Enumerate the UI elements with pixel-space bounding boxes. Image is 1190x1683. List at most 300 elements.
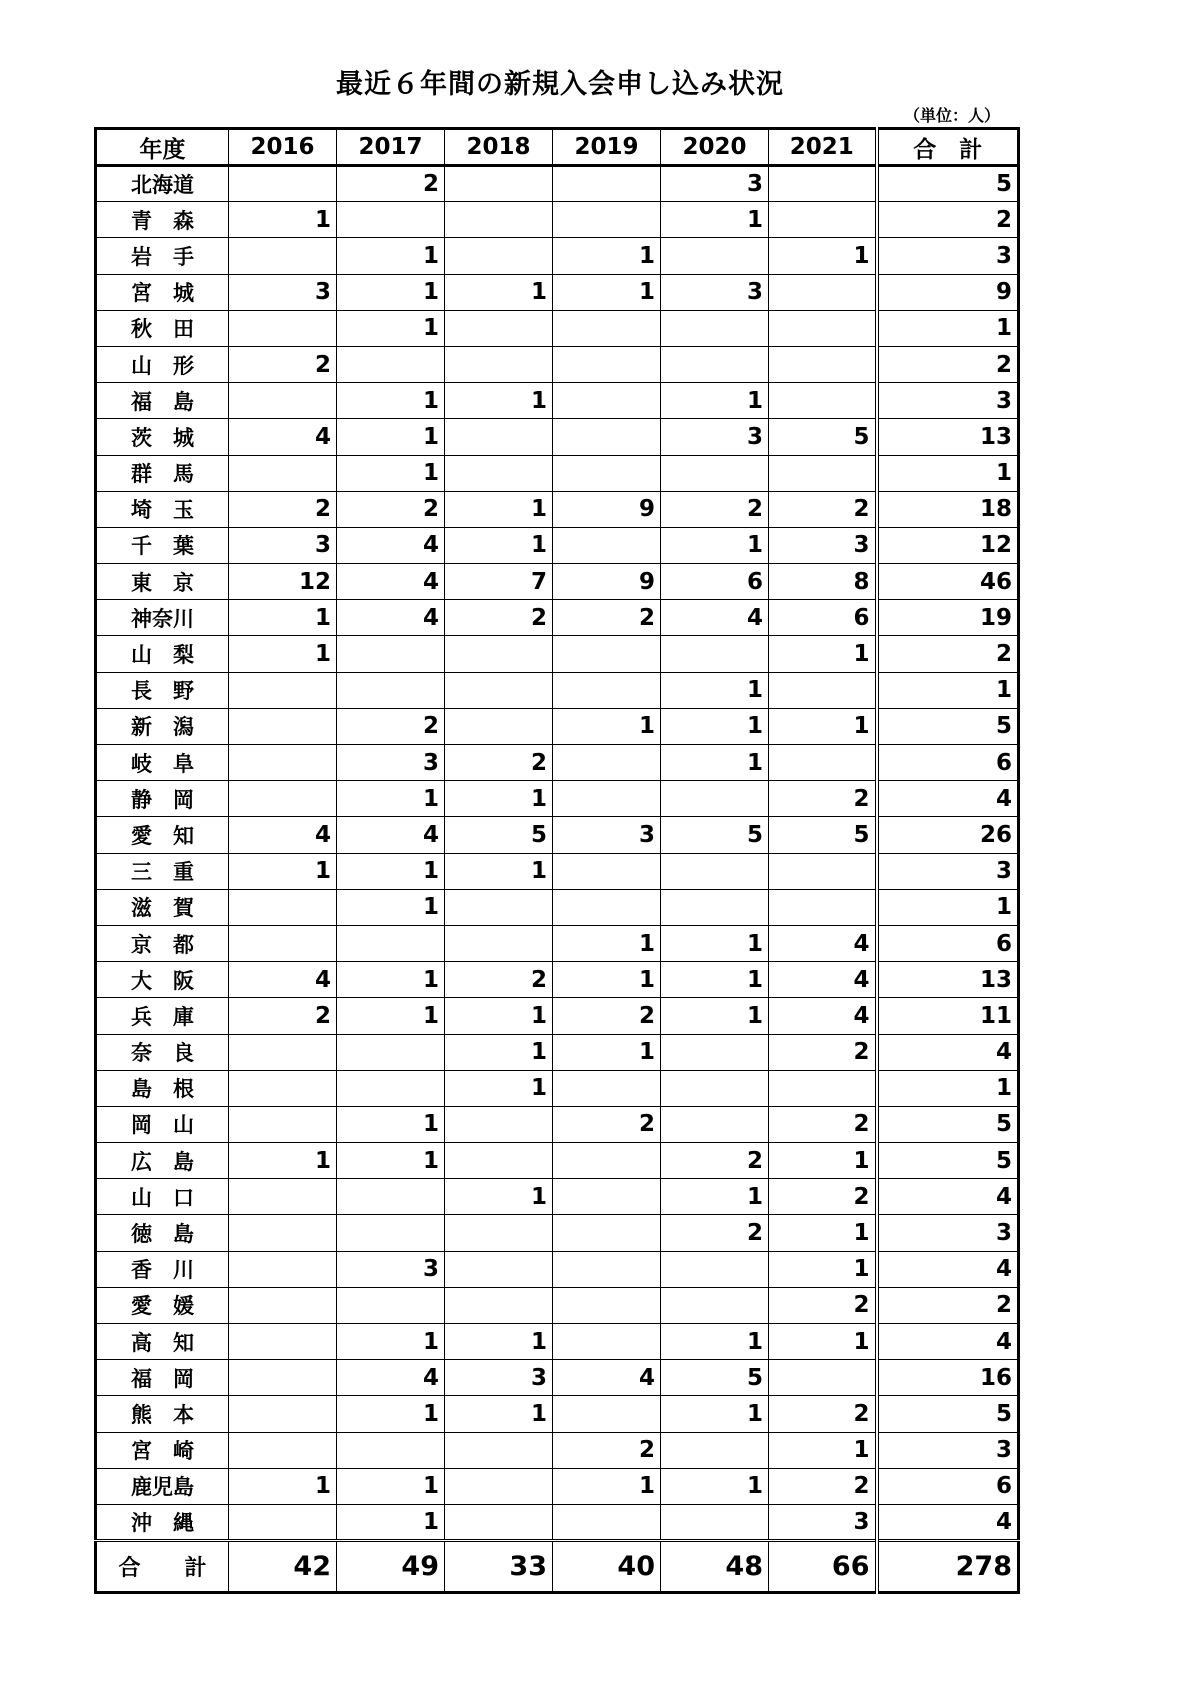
row-total-cell: 3 <box>877 238 1019 274</box>
year-value-cell: 3 <box>229 274 337 310</box>
table-row <box>96 238 1019 274</box>
year-value-cell <box>553 636 661 672</box>
prefecture-cell: 山 形 <box>96 346 229 382</box>
year-header-2017: 2017 <box>337 129 445 166</box>
table-row <box>96 1179 1019 1215</box>
year-value-cell <box>661 346 769 382</box>
year-value-cell <box>445 925 553 961</box>
year-value-cell <box>445 672 553 708</box>
row-total-cell: 16 <box>877 1360 1019 1396</box>
year-value-cell <box>229 310 337 346</box>
membership-table <box>94 127 1020 1594</box>
year-value-cell <box>229 166 337 202</box>
row-total-cell: 5 <box>877 708 1019 744</box>
prefecture-cell: 秋 田 <box>96 310 229 346</box>
year-value-cell <box>553 527 661 563</box>
table-row <box>96 419 1019 455</box>
year-value-cell <box>229 1179 337 1215</box>
year-value-cell <box>553 1215 661 1251</box>
prefecture-cell: 岡 山 <box>96 1106 229 1142</box>
row-total-cell: 1 <box>877 889 1019 925</box>
year-value-cell: 2 <box>445 962 553 998</box>
year-value-cell <box>445 1432 553 1468</box>
year-value-cell: 1 <box>337 1396 445 1432</box>
prefecture-cell: 沖 縄 <box>96 1504 229 1540</box>
year-value-cell <box>769 1070 877 1106</box>
table-row <box>96 1143 1019 1179</box>
year-value-cell <box>769 455 877 491</box>
year-value-cell <box>553 383 661 419</box>
year-value-cell <box>229 1034 337 1070</box>
row-total-cell: 1 <box>877 455 1019 491</box>
year-value-cell: 1 <box>661 998 769 1034</box>
year-value-cell: 5 <box>769 817 877 853</box>
table-row <box>96 383 1019 419</box>
year-value-cell: 1 <box>769 1251 877 1287</box>
table-row <box>96 853 1019 889</box>
year-value-cell: 1 <box>661 1468 769 1504</box>
year-value-cell <box>229 672 337 708</box>
year-value-cell: 5 <box>661 1360 769 1396</box>
prefecture-cell: 群 馬 <box>96 455 229 491</box>
year-value-cell: 1 <box>337 310 445 346</box>
prefecture-cell: 長 野 <box>96 672 229 708</box>
year-value-cell: 3 <box>661 419 769 455</box>
year-value-cell: 1 <box>661 1179 769 1215</box>
year-value-cell <box>445 1287 553 1323</box>
row-total-cell: 3 <box>877 1215 1019 1251</box>
table-row <box>96 600 1019 636</box>
year-value-cell: 12 <box>229 564 337 600</box>
prefecture-cell: 千 葉 <box>96 527 229 563</box>
year-value-cell <box>661 1251 769 1287</box>
table-row <box>96 925 1019 961</box>
year-value-cell: 4 <box>337 564 445 600</box>
year-value-cell: 1 <box>661 962 769 998</box>
year-value-cell <box>337 202 445 238</box>
year-value-cell: 2 <box>769 1468 877 1504</box>
year-value-cell <box>553 672 661 708</box>
table-row <box>96 1034 1019 1070</box>
year-value-cell <box>337 636 445 672</box>
year-value-cell <box>769 274 877 310</box>
year-value-cell <box>769 383 877 419</box>
row-total-cell: 4 <box>877 1324 1019 1360</box>
year-value-cell <box>445 1468 553 1504</box>
table-row <box>96 202 1019 238</box>
year-value-cell: 1 <box>769 636 877 672</box>
row-total-cell: 3 <box>877 853 1019 889</box>
table-row <box>96 672 1019 708</box>
year-value-cell: 2 <box>337 708 445 744</box>
row-total-cell: 12 <box>877 527 1019 563</box>
table-row <box>96 1215 1019 1251</box>
year-value-cell <box>769 346 877 382</box>
prefecture-cell: 鹿児島 <box>96 1468 229 1504</box>
year-value-cell <box>553 1179 661 1215</box>
year-value-cell: 1 <box>445 853 553 889</box>
table-row <box>96 564 1019 600</box>
year-value-cell: 3 <box>229 527 337 563</box>
year-value-cell <box>445 889 553 925</box>
year-value-cell: 1 <box>445 274 553 310</box>
table-row <box>96 781 1019 817</box>
year-value-cell <box>445 636 553 672</box>
year-value-cell: 5 <box>769 419 877 455</box>
year-value-cell <box>553 346 661 382</box>
year-value-cell: 1 <box>553 1468 661 1504</box>
year-value-cell <box>229 383 337 419</box>
year-value-cell <box>337 1070 445 1106</box>
table-row <box>96 1287 1019 1323</box>
page-title: 最近６年間の新規入会申し込み状況 <box>336 69 784 100</box>
year-value-cell: 1 <box>553 274 661 310</box>
table-row <box>96 346 1019 382</box>
year-value-cell <box>553 166 661 202</box>
year-value-cell: 1 <box>445 1034 553 1070</box>
table-body <box>96 166 1019 1541</box>
year-value-cell: 1 <box>337 455 445 491</box>
row-total-cell: 1 <box>877 310 1019 346</box>
prefecture-cell: 香 川 <box>96 1251 229 1287</box>
year-value-cell: 1 <box>337 238 445 274</box>
year-label-header: 年度 <box>96 129 229 166</box>
year-value-cell: 1 <box>337 383 445 419</box>
table-row <box>96 491 1019 527</box>
row-total-cell: 2 <box>877 636 1019 672</box>
year-value-cell <box>769 310 877 346</box>
grand-total-2019: 40 <box>553 1541 661 1593</box>
row-total-cell: 18 <box>877 491 1019 527</box>
year-value-cell <box>445 708 553 744</box>
table-row <box>96 817 1019 853</box>
year-value-cell: 2 <box>337 491 445 527</box>
row-total-cell: 4 <box>877 1179 1019 1215</box>
year-value-cell: 1 <box>661 202 769 238</box>
year-value-cell: 1 <box>337 781 445 817</box>
table-row <box>96 1432 1019 1468</box>
table-row <box>96 1070 1019 1106</box>
table-row <box>96 310 1019 346</box>
year-value-cell <box>661 889 769 925</box>
row-total-cell: 4 <box>877 1251 1019 1287</box>
year-value-cell <box>553 1504 661 1540</box>
year-value-cell <box>445 202 553 238</box>
year-value-cell: 2 <box>661 1143 769 1179</box>
prefecture-cell: 宮 崎 <box>96 1432 229 1468</box>
year-value-cell: 7 <box>445 564 553 600</box>
year-value-cell: 4 <box>229 962 337 998</box>
year-value-cell <box>769 889 877 925</box>
row-total-cell: 2 <box>877 202 1019 238</box>
year-value-cell: 4 <box>229 419 337 455</box>
year-value-cell <box>229 1070 337 1106</box>
year-value-cell <box>337 1287 445 1323</box>
row-total-cell: 6 <box>877 1468 1019 1504</box>
year-value-cell <box>769 672 877 708</box>
table-row <box>96 1251 1019 1287</box>
year-header-2018: 2018 <box>445 129 553 166</box>
year-value-cell <box>337 1215 445 1251</box>
year-value-cell <box>553 1143 661 1179</box>
year-value-cell <box>769 745 877 781</box>
year-header-2019: 2019 <box>553 129 661 166</box>
table-row <box>96 998 1019 1034</box>
row-total-cell: 6 <box>877 925 1019 961</box>
year-value-cell: 1 <box>661 1396 769 1432</box>
year-value-cell <box>229 925 337 961</box>
year-value-cell: 4 <box>229 817 337 853</box>
row-total-cell: 5 <box>877 166 1019 202</box>
year-value-cell: 1 <box>229 636 337 672</box>
prefecture-cell: 岐 阜 <box>96 745 229 781</box>
table-row <box>96 745 1019 781</box>
year-value-cell <box>661 310 769 346</box>
year-value-cell: 3 <box>337 1251 445 1287</box>
row-total-cell: 3 <box>877 1432 1019 1468</box>
year-value-cell: 1 <box>229 1143 337 1179</box>
year-value-cell: 1 <box>337 1143 445 1179</box>
year-value-cell: 3 <box>769 527 877 563</box>
row-total-cell: 13 <box>877 419 1019 455</box>
year-value-cell <box>769 1360 877 1396</box>
year-value-cell: 2 <box>661 491 769 527</box>
year-value-cell <box>445 419 553 455</box>
year-value-cell <box>661 1432 769 1468</box>
year-value-cell: 1 <box>445 1396 553 1432</box>
year-value-cell: 4 <box>337 600 445 636</box>
table-row <box>96 274 1019 310</box>
year-value-cell <box>553 889 661 925</box>
year-header-2021: 2021 <box>769 129 877 166</box>
year-value-cell <box>661 1070 769 1106</box>
year-value-cell <box>661 455 769 491</box>
grand-total-label: 合 計 <box>96 1541 229 1593</box>
grand-total-2016: 42 <box>229 1541 337 1593</box>
year-value-cell: 1 <box>337 274 445 310</box>
prefecture-cell: 茨 城 <box>96 419 229 455</box>
year-value-cell: 8 <box>769 564 877 600</box>
prefecture-cell: 宮 城 <box>96 274 229 310</box>
year-value-cell: 1 <box>337 1324 445 1360</box>
row-total-cell: 46 <box>877 564 1019 600</box>
prefecture-cell: 愛 媛 <box>96 1287 229 1323</box>
grand-total-2017: 49 <box>337 1541 445 1593</box>
row-total-cell: 4 <box>877 1034 1019 1070</box>
year-value-cell <box>229 1360 337 1396</box>
prefecture-cell: 三 重 <box>96 853 229 889</box>
prefecture-cell: 大 阪 <box>96 962 229 998</box>
year-value-cell <box>229 708 337 744</box>
year-value-cell: 5 <box>661 817 769 853</box>
table-row <box>96 636 1019 672</box>
grand-total-2021: 66 <box>769 1541 877 1593</box>
row-total-cell: 5 <box>877 1143 1019 1179</box>
year-value-cell: 4 <box>337 817 445 853</box>
year-value-cell: 3 <box>445 1360 553 1396</box>
year-value-cell: 2 <box>445 745 553 781</box>
prefecture-cell: 東 京 <box>96 564 229 600</box>
year-value-cell <box>661 781 769 817</box>
row-total-cell: 6 <box>877 745 1019 781</box>
year-value-cell: 2 <box>769 491 877 527</box>
table-row <box>96 962 1019 998</box>
year-value-cell <box>229 1251 337 1287</box>
year-value-cell <box>661 636 769 672</box>
year-value-cell: 1 <box>445 1070 553 1106</box>
year-value-cell <box>337 1432 445 1468</box>
year-value-cell <box>445 455 553 491</box>
year-value-cell <box>445 1215 553 1251</box>
year-value-cell: 1 <box>661 672 769 708</box>
year-value-cell: 2 <box>769 781 877 817</box>
year-value-cell: 2 <box>553 1432 661 1468</box>
row-total-cell: 26 <box>877 817 1019 853</box>
year-value-cell: 2 <box>769 1034 877 1070</box>
year-value-cell <box>769 166 877 202</box>
row-total-cell: 1 <box>877 672 1019 708</box>
year-value-cell <box>229 238 337 274</box>
prefecture-cell: 高 知 <box>96 1324 229 1360</box>
year-value-cell: 1 <box>337 1106 445 1142</box>
year-value-cell: 1 <box>553 962 661 998</box>
prefecture-cell: 青 森 <box>96 202 229 238</box>
year-value-cell: 1 <box>229 600 337 636</box>
year-value-cell: 1 <box>229 853 337 889</box>
year-value-cell: 1 <box>661 527 769 563</box>
year-value-cell <box>553 1396 661 1432</box>
year-value-cell: 1 <box>661 745 769 781</box>
year-value-cell: 2 <box>445 600 553 636</box>
year-value-cell: 2 <box>229 491 337 527</box>
year-value-cell: 9 <box>553 491 661 527</box>
year-value-cell: 1 <box>337 998 445 1034</box>
table-row <box>96 1468 1019 1504</box>
row-total-cell: 13 <box>877 962 1019 998</box>
unit-note: （単位：人） <box>903 106 1000 125</box>
year-value-cell <box>553 455 661 491</box>
year-value-cell: 2 <box>229 998 337 1034</box>
year-value-cell <box>337 672 445 708</box>
year-value-cell <box>445 166 553 202</box>
row-total-cell: 2 <box>877 346 1019 382</box>
row-total-cell: 5 <box>877 1396 1019 1432</box>
year-value-cell <box>661 238 769 274</box>
year-value-cell: 9 <box>553 564 661 600</box>
year-value-cell <box>337 925 445 961</box>
year-value-cell: 2 <box>769 1287 877 1323</box>
year-value-cell: 2 <box>769 1396 877 1432</box>
row-total-cell: 5 <box>877 1106 1019 1142</box>
prefecture-cell: 徳 島 <box>96 1215 229 1251</box>
grand-total-2020: 48 <box>661 1541 769 1593</box>
prefecture-cell: 福 島 <box>96 383 229 419</box>
year-value-cell <box>553 1251 661 1287</box>
year-value-cell <box>553 1287 661 1323</box>
year-value-cell <box>769 202 877 238</box>
year-value-cell: 1 <box>553 1034 661 1070</box>
year-value-cell: 4 <box>553 1360 661 1396</box>
year-value-cell <box>445 346 553 382</box>
prefecture-cell: 滋 賀 <box>96 889 229 925</box>
year-value-cell: 2 <box>337 166 445 202</box>
year-value-cell: 3 <box>337 745 445 781</box>
year-value-cell <box>445 310 553 346</box>
year-value-cell: 4 <box>769 962 877 998</box>
year-value-cell: 3 <box>661 274 769 310</box>
year-value-cell: 2 <box>769 1106 877 1142</box>
prefecture-cell: 岩 手 <box>96 238 229 274</box>
year-value-cell: 1 <box>661 708 769 744</box>
year-value-cell: 1 <box>769 1215 877 1251</box>
year-value-cell: 6 <box>661 564 769 600</box>
year-value-cell: 5 <box>445 817 553 853</box>
year-value-cell: 2 <box>553 998 661 1034</box>
year-value-cell <box>229 455 337 491</box>
prefecture-cell: 愛 知 <box>96 817 229 853</box>
year-value-cell <box>445 1106 553 1142</box>
year-value-cell: 1 <box>553 708 661 744</box>
table-row <box>96 1324 1019 1360</box>
table-row <box>96 1396 1019 1432</box>
year-value-cell: 4 <box>337 1360 445 1396</box>
year-value-cell: 1 <box>445 1179 553 1215</box>
year-value-cell: 1 <box>337 419 445 455</box>
year-value-cell <box>229 889 337 925</box>
year-value-cell: 1 <box>337 1468 445 1504</box>
year-value-cell: 1 <box>769 1324 877 1360</box>
grand-total-2018: 33 <box>445 1541 553 1593</box>
year-value-cell <box>445 1143 553 1179</box>
year-value-cell <box>337 346 445 382</box>
prefecture-cell: 北海道 <box>96 166 229 202</box>
year-value-cell: 1 <box>229 202 337 238</box>
prefecture-cell: 山 梨 <box>96 636 229 672</box>
year-value-cell: 1 <box>661 925 769 961</box>
year-value-cell <box>661 1504 769 1540</box>
year-value-cell <box>337 1034 445 1070</box>
prefecture-cell: 熊 本 <box>96 1396 229 1432</box>
row-total-cell: 19 <box>877 600 1019 636</box>
prefecture-cell: 京 都 <box>96 925 229 961</box>
year-value-cell <box>229 1432 337 1468</box>
prefecture-cell: 神奈川 <box>96 600 229 636</box>
year-value-cell: 4 <box>661 600 769 636</box>
year-value-cell <box>229 1396 337 1432</box>
year-value-cell: 1 <box>661 383 769 419</box>
table-row <box>96 1504 1019 1540</box>
year-value-cell <box>445 238 553 274</box>
year-value-cell <box>229 1287 337 1323</box>
year-value-cell <box>661 853 769 889</box>
year-value-cell: 3 <box>769 1504 877 1540</box>
table-row <box>96 455 1019 491</box>
year-value-cell: 4 <box>337 527 445 563</box>
year-value-cell: 3 <box>661 166 769 202</box>
grand-total-all: 278 <box>877 1541 1019 1593</box>
year-value-cell: 1 <box>445 998 553 1034</box>
year-value-cell <box>661 1034 769 1070</box>
year-value-cell: 1 <box>229 1468 337 1504</box>
table-row <box>96 166 1019 202</box>
prefecture-cell: 静 岡 <box>96 781 229 817</box>
year-value-cell: 1 <box>445 1324 553 1360</box>
year-value-cell: 2 <box>553 1106 661 1142</box>
year-value-cell: 1 <box>445 781 553 817</box>
row-total-cell: 3 <box>877 383 1019 419</box>
year-value-cell: 1 <box>337 889 445 925</box>
year-value-cell <box>553 781 661 817</box>
